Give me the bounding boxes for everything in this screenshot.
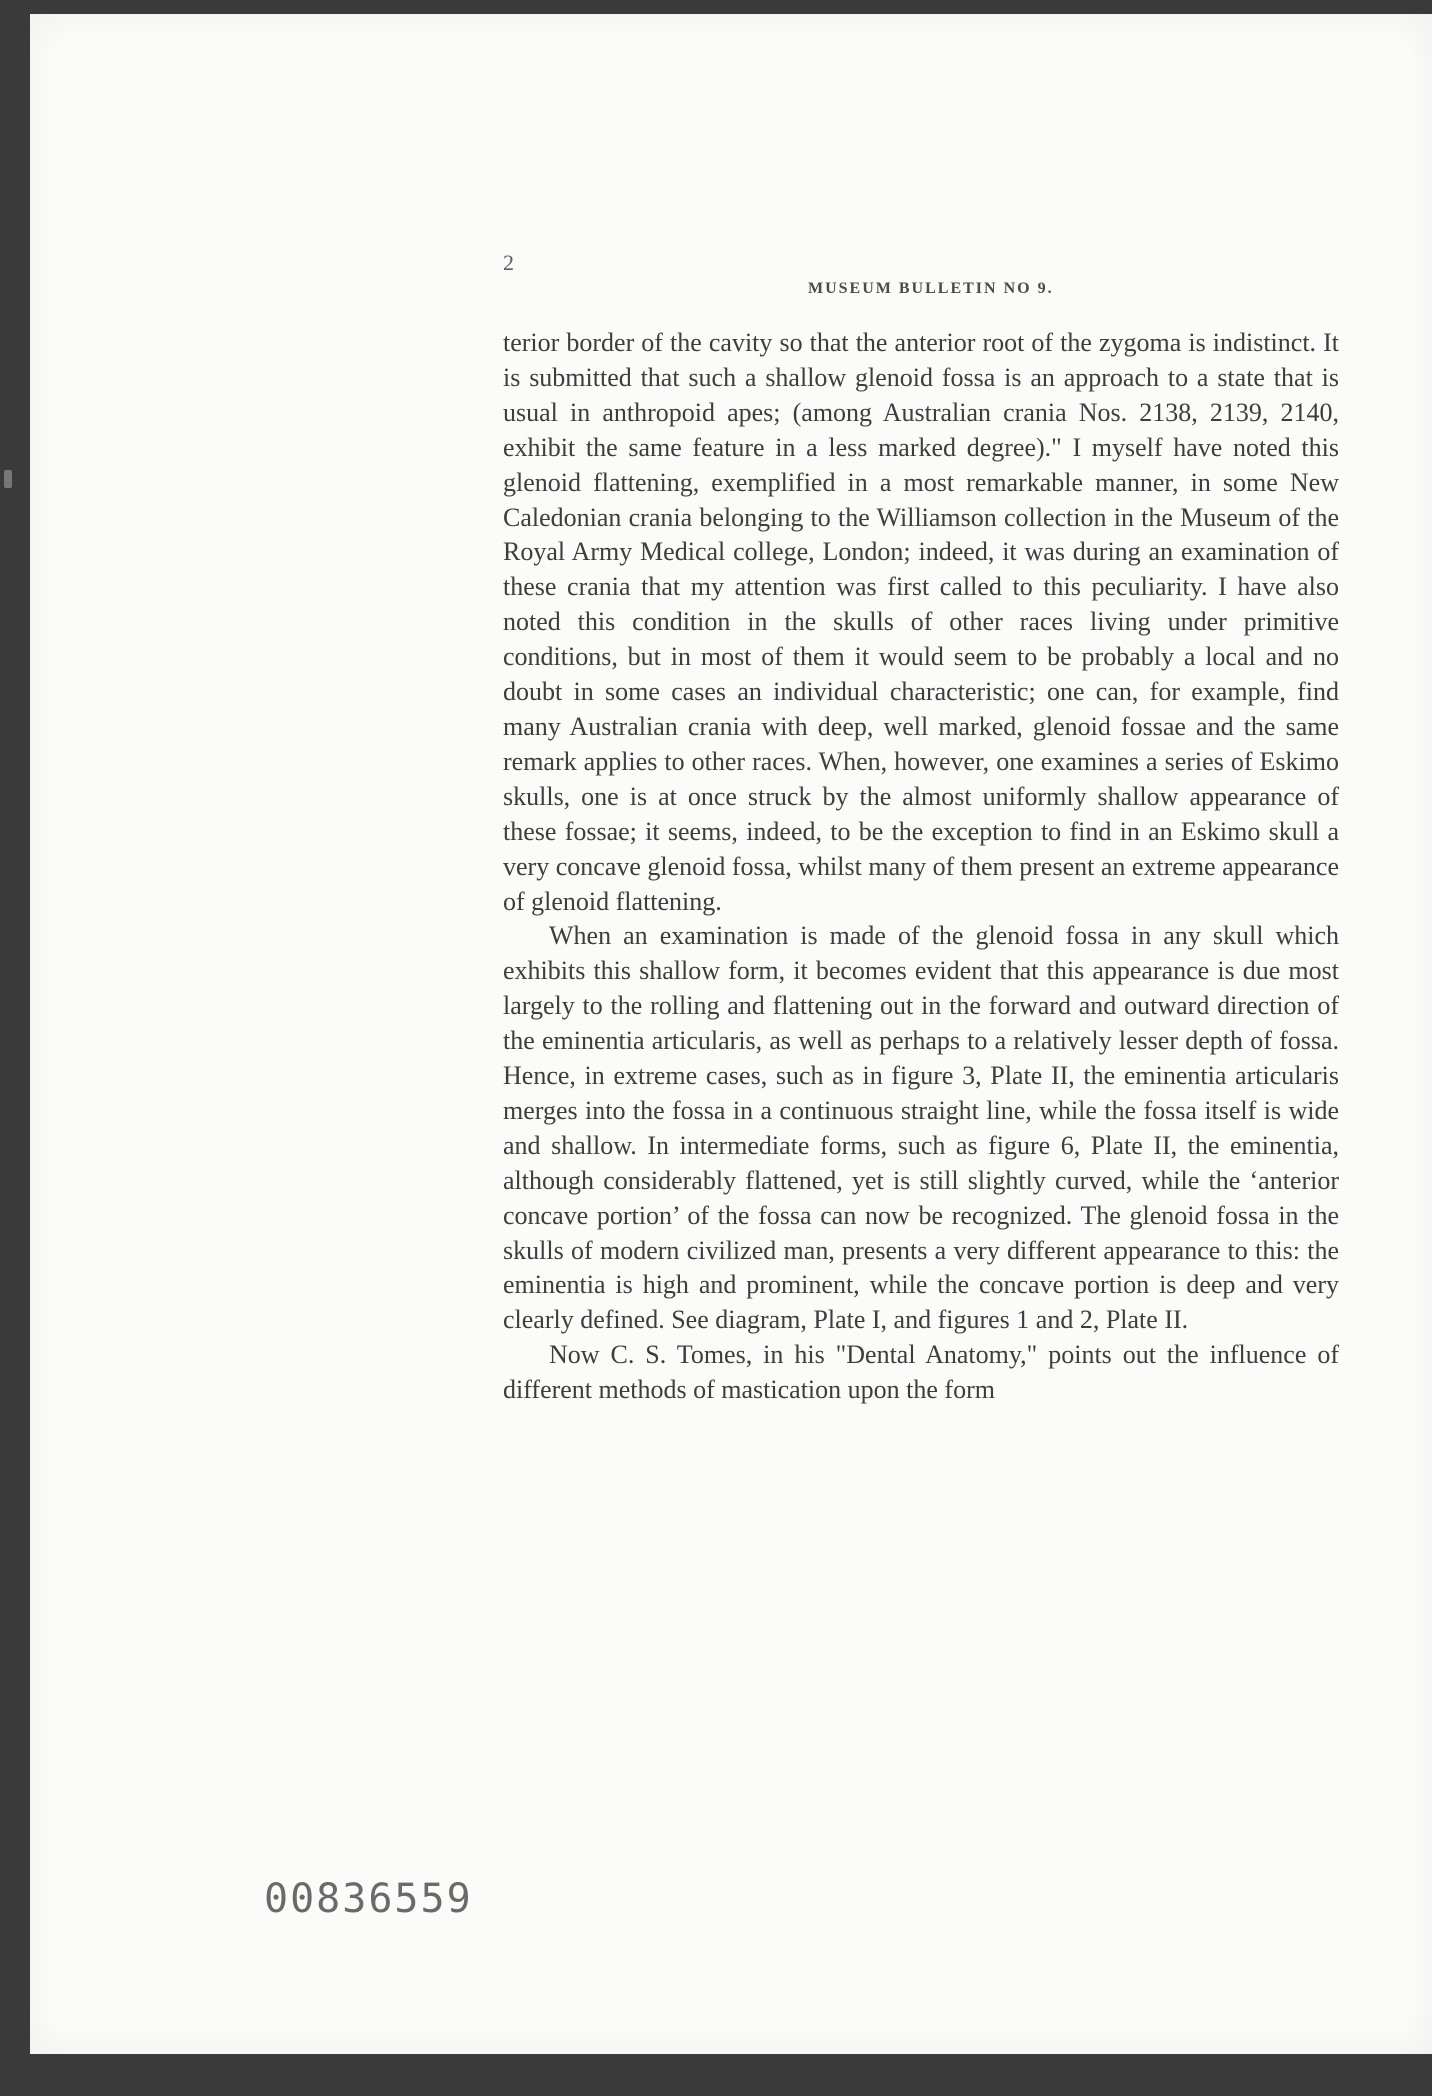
paragraph-continued: terior border of the cavity so that the anterior root of the zygoma is indistinct. It is submitted that such a shallow glenoid fossa is an approach to a state that is usual in anthropoid apes; (among Australian crania Nos. 2138, 2139, 2140, exhibit the same feature in a less marked degree)." I myself have noted this glenoid flattening, exemplified in a most remarkable manner, in some New Caledonian crania belonging to the Williamson collection in the Museum of the Royal Army Medical college, London; indeed, it was during an examination of these crania that my attention was first called to this peculiarity. I have also noted this condition in the skulls of other races living under primitive conditions, but in most of them it would seem to be probably a local and no doubt in some cases an individual characteristic; one can, for example, find many Australian crania with deep, well marked, glenoid fossae and the same remark applies to other races. When, however, one examines a series of Eskimo skulls, one is at once struck by the almost uniformly shallow appearance of these fossae; it seems, indeed, to be the exception to find in an Eskimo skull a very concave glenoid fossa, whilst many of them present an extreme appearance of glenoid flattening. xyxy=(503,328,1339,916)
page-number: 2 xyxy=(503,250,514,275)
scan-edge-mark xyxy=(4,470,12,488)
running-head: MUSEUM BULLETIN NO 9. xyxy=(808,280,1054,297)
paragraph: Now C. S. Tomes, in his "Dental Anatomy," points out the influence of different methods of mastication upon the form xyxy=(503,1340,1339,1405)
paragraph: When an examination is made of the glenoid fossa in any skull which exhibits this shallow form, it becomes evident that this appearance is due most largely to the rolling and flattening out in the forward and outward direction of the eminentia articularis, as well as perhaps to a relatively lesser depth of fossa. Hence, in extreme cases, such as in figure 3, Plate II, the eminentia articularis merges into the fossa in a continuous straight line, while the fossa itself is wide and shallow. In intermediate forms, such as figure 6, Plate II, the eminentia, although considerably flattened, yet is still slightly curved, while the ‘anterior concave portion’ of the fossa can now be recognized. The glenoid fossa in the skulls of modern civilized man, presents a very different appearance to this: the eminentia is high and prominent, while the concave portion is deep and very clearly defined. See diagram, Plate I, and figures 1 and 2, Plate II. xyxy=(503,921,1339,1335)
document-page xyxy=(30,14,1432,2054)
archive-stamp: 00836559 xyxy=(264,1876,473,1922)
body-text xyxy=(503,326,1339,1408)
scan-border xyxy=(0,2054,1432,2096)
